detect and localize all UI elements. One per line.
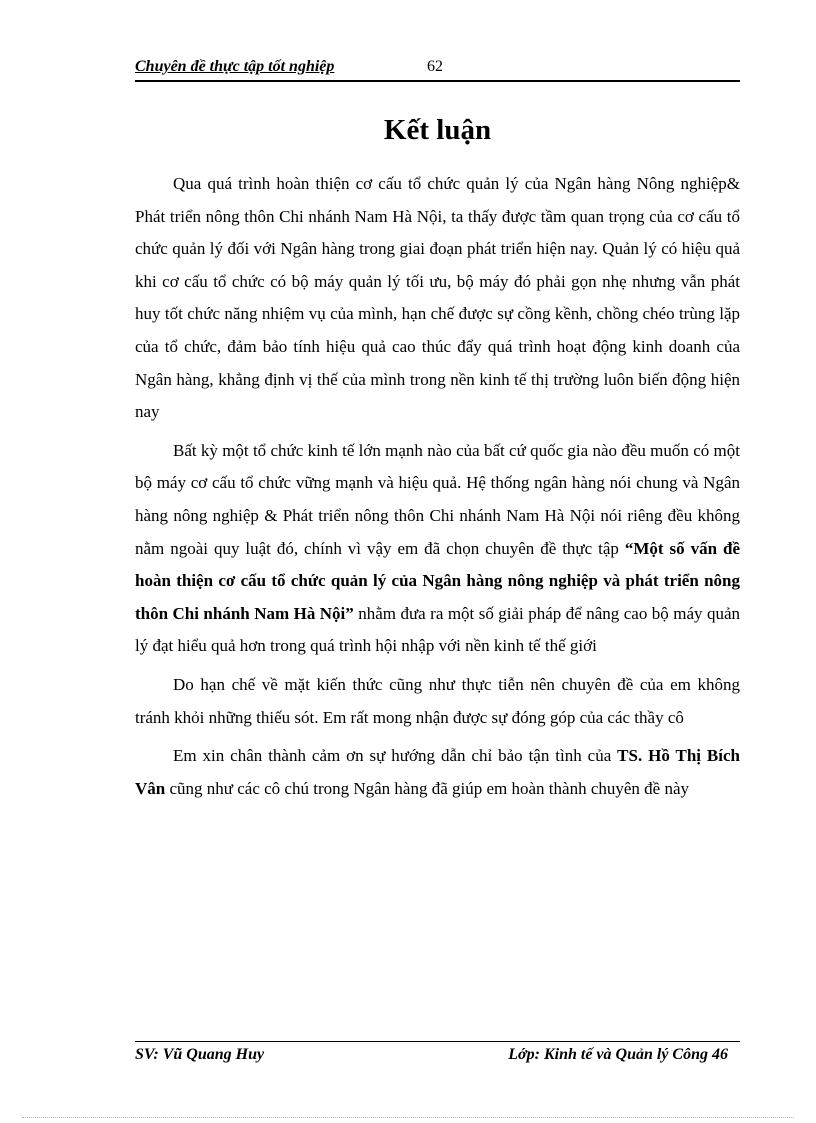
header-title: Chuyên đề thực tập tốt nghiệp: [135, 58, 335, 75]
footer-class: Lớp: Kinh tế và Quản lý Công 46: [508, 1046, 728, 1063]
page-footer: [135, 1041, 740, 1068]
paragraph-4-text-before: Em xin chân thành cảm ơn sự hướng dẫn chỉ bảo tận tình của: [173, 746, 618, 766]
document-body: [135, 168, 740, 811]
paragraph-1-text: Qua quá trình hoàn thiện cơ cấu tổ chức quản lý của Ngân hàng Nông nghiệp& Phát triển nông thôn Chi nhánh Nam Hà Nội, ta thấy được tầm quan trọng của cơ cấu tổ chức quản lý đối với Ngân hàng trong giai đoạn phát triển hiện nay. Quản lý có hiệu quả khi cơ cấu tổ chức có bộ máy quản lý tối ưu, bộ máy đó phải gọn nhẹ nhưng vẫn phát huy tốt chức năng nhiệm vụ của mình, hạn chế được sự cồng kềnh, chồng chéo trùng lặp của tổ chức, đảm bảo tính hiệu quả cao thúc đẩy quá trình hoạt động kinh doanh của Ngân hàng, khẳng định vị thế của mình trong nền kinh tế thị trường luôn biến động hiện nay: [135, 174, 740, 422]
page-header: [135, 58, 740, 82]
page-edge-divider: [22, 1117, 794, 1118]
section-title: Kết luận: [383, 114, 492, 146]
paragraph-4-advisor-name: TS. Hồ Thị Bích Vân: [135, 746, 740, 798]
paragraph-2: [135, 435, 740, 663]
paragraph-4-text-after: cũng như các cô chú trong Ngân hàng đã giúp em hoàn thành chuyên đề này: [165, 778, 690, 798]
paragraph-4: [135, 740, 740, 805]
paragraph-3-text: Do hạn chế về mặt kiến thức cũng như thực tiễn nên chuyên đề của em không tránh khỏi những thiếu sót. Em rất mong nhận được sự đóng góp của các thầy cô: [135, 674, 740, 727]
page-number: 62: [427, 58, 443, 75]
paragraph-2-topic-title: “Một số vấn đề hoàn thiện cơ cấu tổ chức quản lý của Ngân hàng nông nghiệp và phát triển nông thôn Chi nhánh Nam Hà Nội”: [135, 538, 740, 623]
paragraph-2-text-after: nhằm đưa ra một số giải pháp để nâng cao bộ máy quản lý đạt hiểu quả hơn trong quá trình hội nhập với nền kinh tế thế giới: [135, 603, 740, 656]
paragraph-3: [135, 669, 740, 734]
paragraph-2-text-before: Bất kỳ một tổ chức kinh tế lớn mạnh nào của bất cứ quốc gia nào đều muốn có một bộ máy cơ cấu tổ chức vững mạnh và hiệu quả. Hệ thống ngân hàng nói chung và Ngân hàng nông nghiệp & Phát triển nông thôn Chi nhánh Nam Hà Nội nói riêng đều không nằm ngoài quy luật đó, chính vì vậy em đã chọn chuyên đề thực tập: [135, 440, 740, 558]
footer-student: SV: Vũ Quang Huy: [135, 1046, 265, 1063]
paragraph-1: [135, 168, 740, 429]
